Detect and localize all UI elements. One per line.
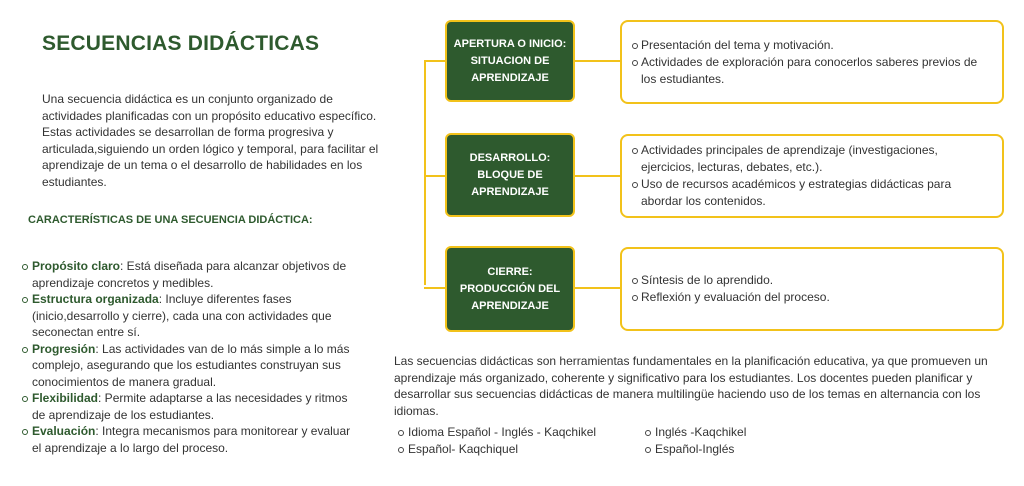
characteristic-term: Progresión [32, 341, 96, 356]
language-item: Inglés -Kaqchikel [645, 424, 845, 441]
characteristics-heading: CARACTERÍSTICAS DE UNA SECUENCIA DIDÁCTICA: [28, 214, 313, 226]
detail-item: Síntesis de lo aprendido. [632, 272, 830, 289]
detail-box-apertura [620, 20, 1004, 104]
language-item: Español- Kaqchiquel [398, 441, 628, 458]
characteristic-term: Flexibilidad [32, 391, 99, 405]
characteristic-text: : Permite adaptarse a las necesidades y ritmos de aprendizaje de los estudiantes. [32, 391, 348, 422]
languages-list-right [645, 424, 845, 457]
phase-box-apertura [445, 20, 575, 102]
characteristic-item [22, 423, 362, 456]
detail-box-cierre [620, 247, 1004, 331]
characteristic-item [22, 291, 362, 341]
characteristics-list [22, 258, 362, 456]
phase-label: CIERRE: PRODUCCIÓN DEL APRENDIZAJE [459, 265, 561, 312]
phase-label: APERTURA O INICIO: SITUACION DE APRENDIZAJE [453, 37, 567, 84]
connector-phase-1-detail [575, 60, 620, 62]
characteristic-text: : Las actividades van de lo más simple a lo más complejo, asegurando que los estudiantes construyan sus conocimientos de manera gradual. [32, 341, 350, 389]
phase-connector-vertical [424, 60, 426, 285]
characteristic-term: Propósito claro [32, 259, 121, 273]
language-item: Español-Inglés [645, 441, 845, 458]
detail-item: Uso de recursos académicos y estrategias didácticas para abordar los contenidos. [632, 176, 992, 210]
detail-item: Reflexión y evaluación del proceso. [632, 289, 830, 306]
detail-list [632, 37, 992, 88]
page-title: SECUENCIAS DIDÁCTICAS [42, 32, 320, 55]
detail-item: Presentación del tema y motivación. [632, 37, 992, 54]
characteristic-item [22, 341, 362, 391]
detail-item: Actividades de exploración para conocerlos saberes previos de los estudiantes. [632, 54, 992, 88]
characteristic-text: : Está diseñada para alcanzar objetivos de aprendizaje concretos y medibles. [32, 259, 347, 290]
connector-phase-3-detail [575, 287, 620, 289]
connector-to-phase-3 [424, 287, 445, 289]
characteristic-term: Evaluación [32, 424, 96, 438]
characteristic-text: : Integra mecanismos para monitorear y evaluar el aprendizaje a lo largo del proceso. [32, 424, 351, 455]
detail-list [632, 272, 830, 306]
phase-box-cierre [445, 246, 575, 332]
connector-to-phase-1 [424, 60, 445, 62]
intro-paragraph: Una secuencia didáctica es un conjunto organizado de actividades planificadas con un propósito educativo específico. Estas actividades se desarrollan de forma progresiva y articulada,siguiendo un orden lógico y temporal, para facilitar el aprendizaje de un tema o el desarrollo de habilidades en los estudiantes. [42, 92, 379, 189]
language-item: Idioma Español - Inglés - Kaqchikel [398, 424, 628, 441]
phase-label: DESARROLLO: BLOQUE DE APRENDIZAJE [469, 151, 551, 198]
characteristic-term: Estructura organizada [32, 292, 159, 306]
characteristic-text: : Incluye diferentes fases (inicio,desarrollo y cierre), cada una con actividades que seconectan entre sí. [32, 292, 332, 339]
detail-list [632, 142, 992, 210]
languages-list-left [398, 424, 628, 457]
connector-to-phase-2 [424, 175, 445, 177]
characteristic-item [22, 258, 362, 291]
connector-phase-2-detail [575, 175, 620, 177]
detail-item: Actividades principales de aprendizaje (investigaciones, ejercicios, lecturas, debates, etc.). [632, 142, 992, 176]
phase-box-desarrollo [445, 133, 575, 217]
closing-paragraph: Las secuencias didácticas son herramientas fundamentales en la planificación educativa, ya que promueven un aprendizaje más organizado, coherente y significativo para los estudiantes. Los docentes pueden planificar y desarrollar sus secuencias didácticas de manera multilingüe haciendo uso de los temas en alternancia con los idiomas. [394, 354, 988, 418]
characteristic-item [22, 390, 362, 423]
detail-box-desarrollo [620, 134, 1004, 218]
